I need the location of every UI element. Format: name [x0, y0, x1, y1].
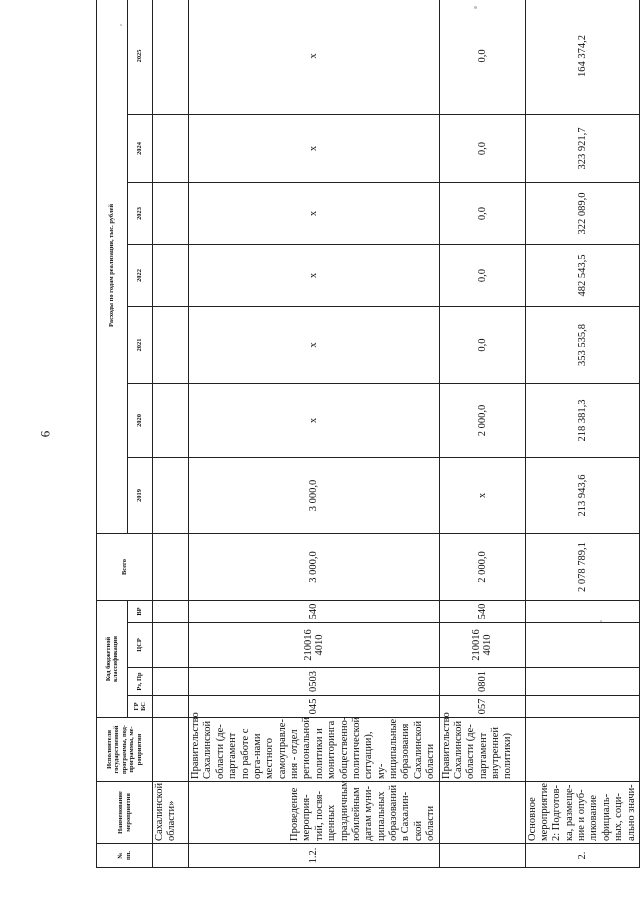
cell-year: x	[439, 458, 525, 534]
header-year: 2021	[128, 307, 153, 384]
cell-year: 0,0	[439, 115, 525, 183]
header-rzpr: Рз, Пр	[128, 668, 153, 696]
cell-executor: Правительство Сахалинской области (де-партамент по работе с орга-нами местного самоуправле-ния - отдел региональной политики и мониторинга общественно-политической ситуации), му-ниципальные образования Сахалинской области	[189, 718, 440, 782]
cell-name: Проведение мероприя-тий, посвя-щенных праздничным юбилейным датам муни-ципальных образований в Сахалин-ской области	[189, 782, 440, 844]
rotated-table-wrapper	[96, 0, 637, 868]
header-year: 2025	[128, 0, 153, 115]
cell-year: 353 535,8	[525, 307, 639, 384]
cell-rzpr: 0503	[189, 668, 440, 696]
page-number: 6	[37, 430, 53, 438]
cell-year: x	[189, 183, 440, 245]
cell-year: 2 000,0	[439, 384, 525, 458]
header-total: Всего	[97, 534, 153, 601]
cell-year: 3 000,0	[189, 458, 440, 534]
cell-name: Сахалинской области»	[153, 782, 189, 844]
cell-year: 0,0	[439, 245, 525, 307]
header-year: 2023	[128, 183, 153, 245]
header-costs-group: Расходы по годам реализации, тыс. рублей	[97, 0, 128, 534]
cell-total	[153, 534, 189, 601]
header-kbk-group: Код бюджетной классификации	[97, 601, 128, 718]
cell-name	[439, 782, 525, 844]
header-csr: ЦСР	[128, 623, 153, 668]
header-grbs: ГР БС	[128, 696, 153, 718]
cell-year	[153, 183, 189, 245]
cell-year	[153, 245, 189, 307]
cell-csr: 210016 4010	[439, 623, 525, 668]
cell-csr: 210016 4010	[189, 623, 440, 668]
cell-grbs: 057	[439, 696, 525, 718]
cell-vr	[153, 601, 189, 623]
cell-year: x	[189, 307, 440, 384]
cell-year: 218 381,3	[525, 384, 639, 458]
table-row	[525, 0, 639, 868]
cell-year: x	[189, 0, 440, 115]
cell-executor	[153, 718, 189, 782]
cell-num	[153, 844, 189, 868]
cell-name: Основное мероприятие 2: Подготов-ка, размеще-ние и опуб-ликование официаль-ных, соци-ально значи-	[525, 782, 639, 844]
cell-year: 164 374,2	[525, 0, 639, 115]
cell-grbs: 045	[189, 696, 440, 718]
header-year: 2024	[128, 115, 153, 183]
cell-grbs	[525, 696, 639, 718]
cell-year: 323 921,7	[525, 115, 639, 183]
table-row	[189, 0, 440, 868]
cell-num	[439, 844, 525, 868]
cell-year: 322 089,0	[525, 183, 639, 245]
cell-year	[153, 384, 189, 458]
cell-year: 482 543,5	[525, 245, 639, 307]
cell-vr: 540	[189, 601, 440, 623]
cell-grbs	[153, 696, 189, 718]
cell-year: x	[189, 245, 440, 307]
cell-year: 213 943,6	[525, 458, 639, 534]
cell-vr: 540	[439, 601, 525, 623]
cell-executor	[525, 718, 639, 782]
cell-total: 2 000,0	[439, 534, 525, 601]
header-year: 2020	[128, 384, 153, 458]
table-row	[439, 0, 525, 868]
header-name: Наименование мероприятия	[97, 782, 153, 844]
cell-year: 0,0	[439, 183, 525, 245]
cell-vr	[525, 601, 639, 623]
cell-year: 0,0	[439, 307, 525, 384]
header-vr: ВР	[128, 601, 153, 623]
cell-csr	[525, 623, 639, 668]
cell-rzpr	[153, 668, 189, 696]
header-row-top	[97, 0, 128, 868]
cell-rzpr: 0801	[439, 668, 525, 696]
cell-rzpr	[525, 668, 639, 696]
budget-table	[96, 0, 640, 868]
header-year: 2019	[128, 458, 153, 534]
cell-year	[153, 0, 189, 115]
cell-year: x	[189, 115, 440, 183]
cell-num: 2.	[525, 844, 639, 868]
header-executor: Исполнители государственной программы, под- программы, ме- роприятия	[97, 718, 153, 782]
cell-year	[153, 458, 189, 534]
cell-num: 1.2.	[189, 844, 440, 868]
cell-executor: Правительство Сахалинской области (де-партамент внутренней политики)	[439, 718, 525, 782]
cell-csr	[153, 623, 189, 668]
cell-total: 3 000,0	[189, 534, 440, 601]
cell-year: 0,0	[439, 0, 525, 115]
cell-year	[153, 115, 189, 183]
header-num: № пп.	[97, 844, 153, 868]
cell-year: x	[189, 384, 440, 458]
table-row	[153, 0, 189, 868]
cell-year	[153, 307, 189, 384]
header-year: 2022	[128, 245, 153, 307]
cell-total: 2 078 789,1	[525, 534, 639, 601]
